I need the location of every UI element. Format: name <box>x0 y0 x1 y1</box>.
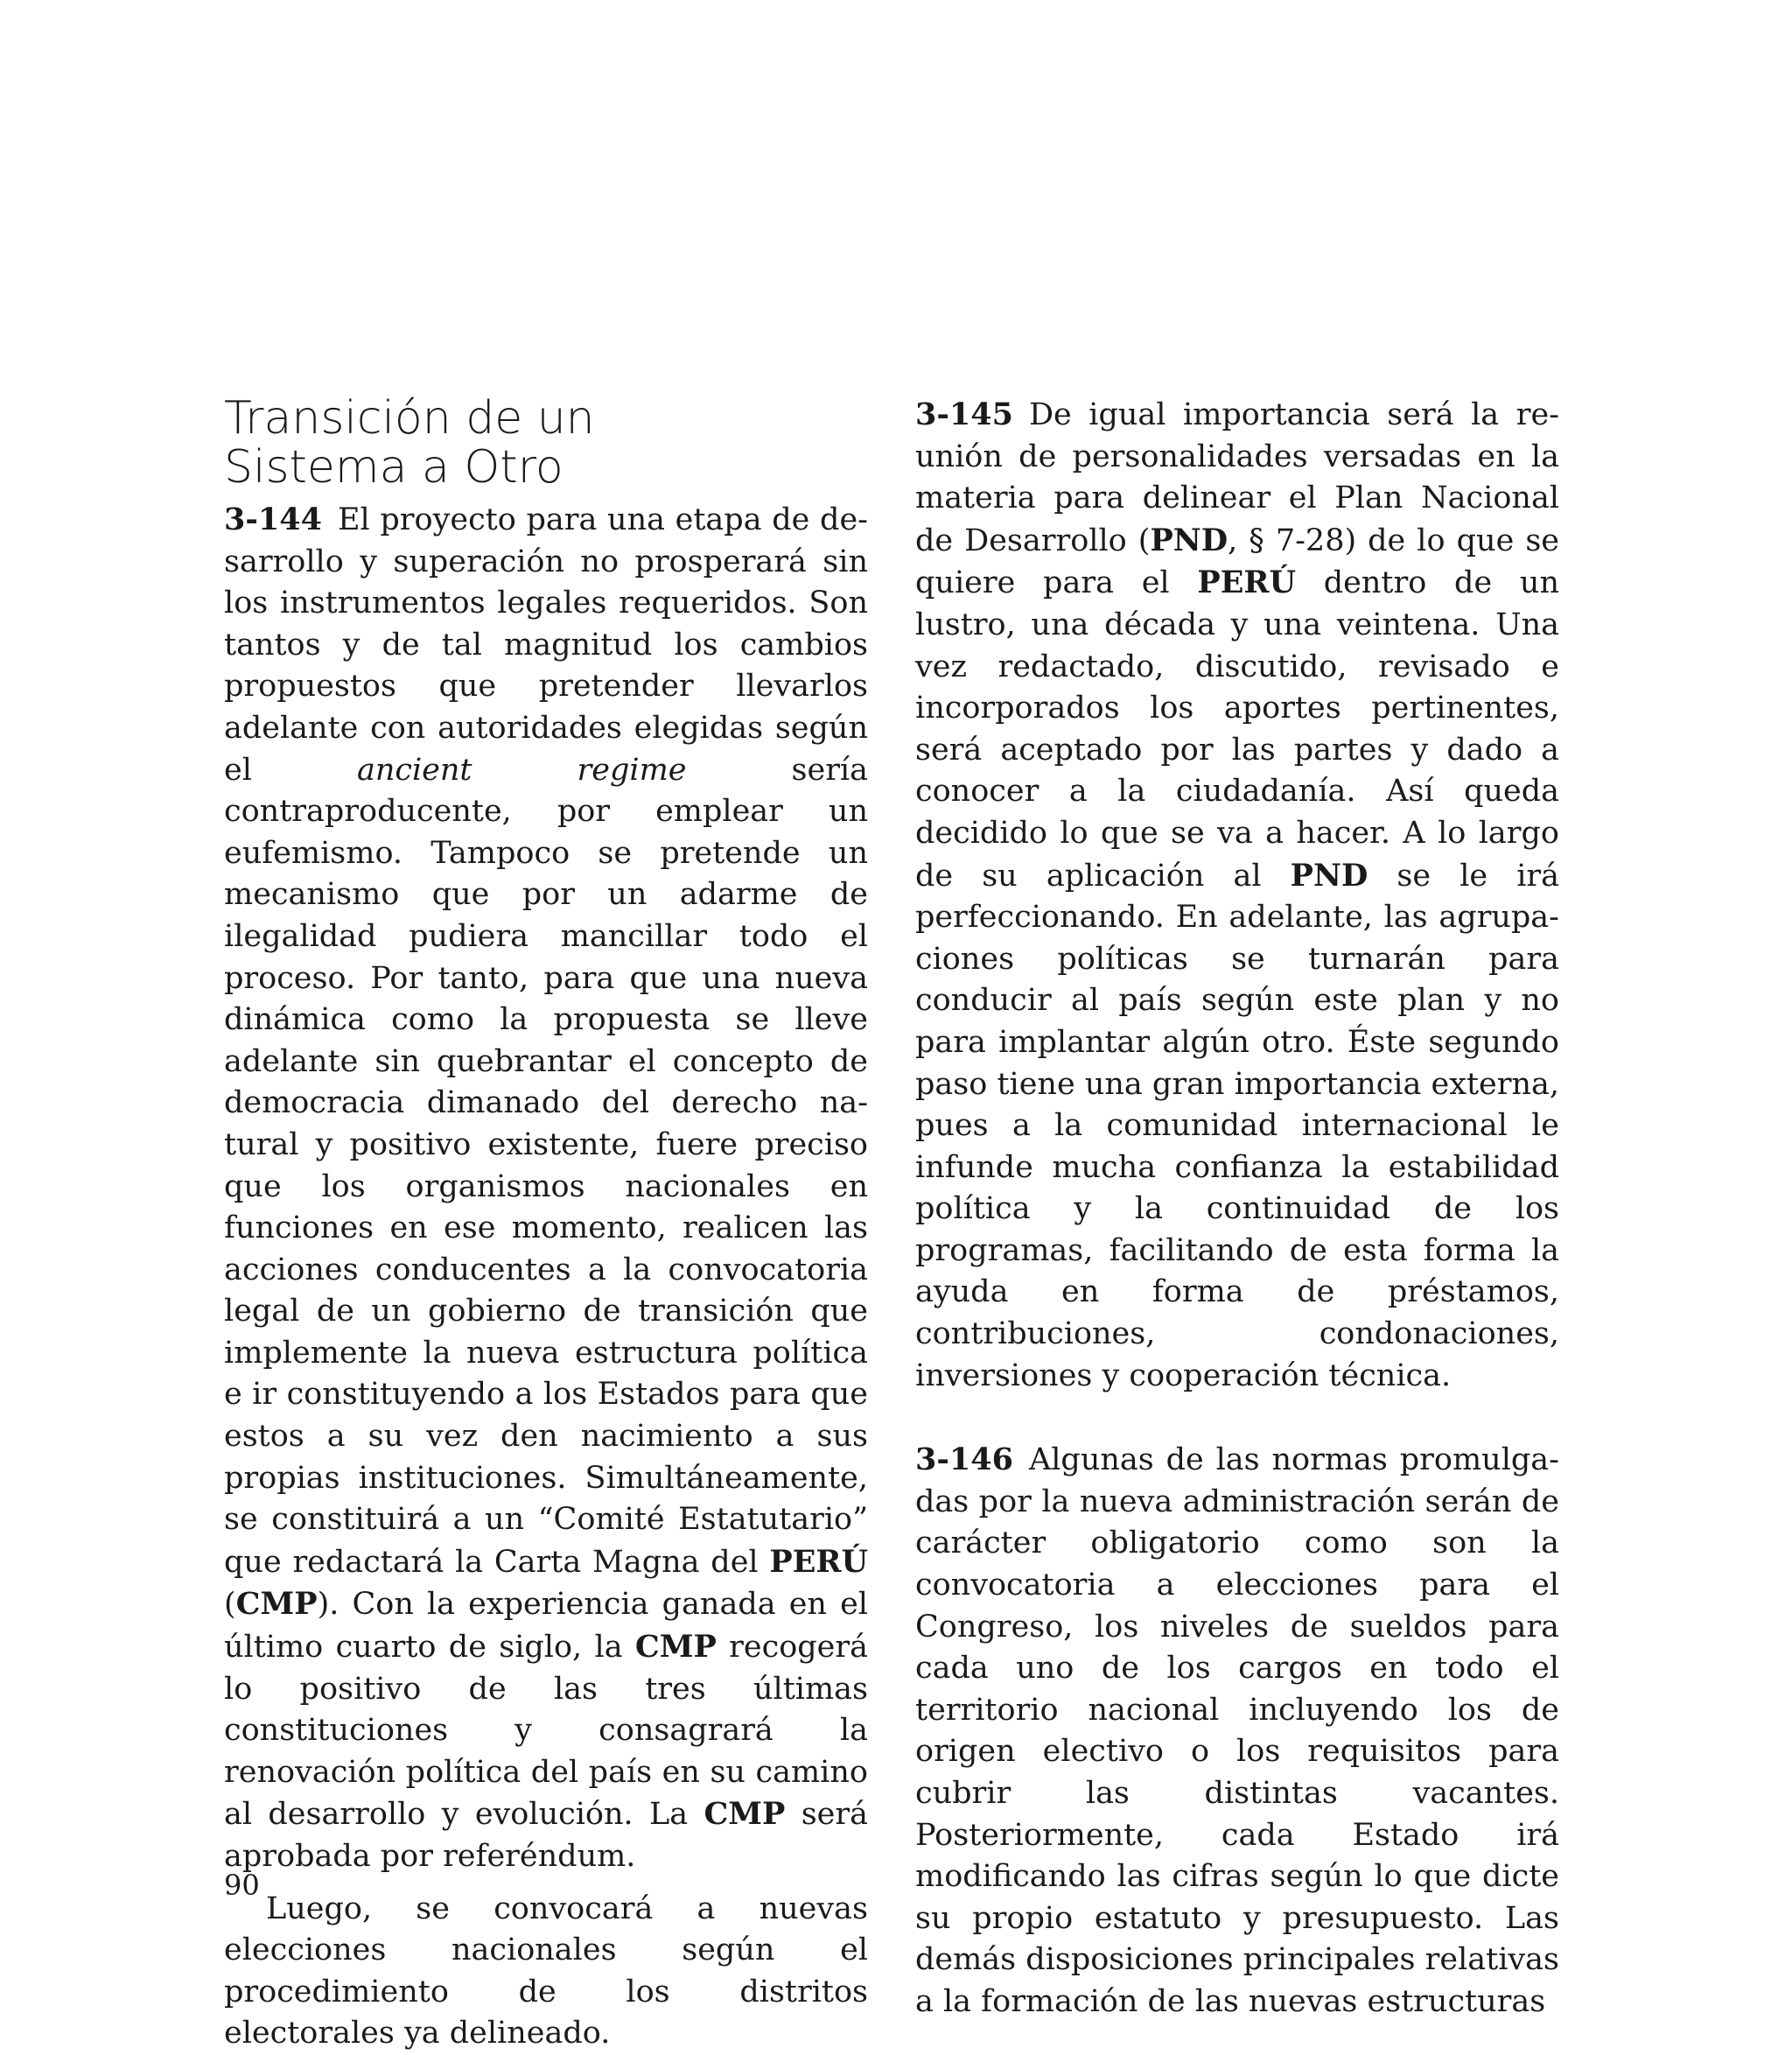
paragraph-3-144-continued: Luego, se convocará a nuevas elecciones nacionales según el procedimiento de los distritos electorales ya delineado. <box>224 1890 868 2051</box>
paragraph-text: dentro de un lustro, una década y una veintena. Una vez redactado, discutido, revisado e incorporados los aportes pertinentes, será aceptado por las partes y dado a conocer a la ciudadanía. Así queda decidido lo que se va a hacer. A lo largo de su aplicación al <box>915 565 1560 894</box>
section-title-line-2: Sistema a Otro <box>224 441 564 494</box>
emphasis-text: ancient regime <box>356 752 687 788</box>
paragraph-number: 3-145 <box>915 396 1013 432</box>
paragraph-text: sería contraproducente, por emplear un eufemismo. Tampoco se pretende un mecanismo que por un adarme de ilegalidad pudiera mancillar todo el proceso. Por tanto, para que una nueva dinámica como la propuesta se lleve adelante sin quebrantar el concepto de democracia dimanado del derecho natural y positivo existente, fuere preciso que los organismos nacionales en funciones en ese momento, realicen las acciones conducentes a la convocatoria legal de un gobierno de transición que implemente la nueva estructura política e ir constituyendo a los Estados para que estos a su vez den nacimiento a sus propias instituciones. Simultáneamente, se constituirá a un “Comité Estatutario” que redactará la Carta Magna del <box>224 752 868 1580</box>
bold-term: CMP <box>634 1629 717 1666</box>
bold-term: PND <box>1290 857 1368 894</box>
page-number: 90 <box>224 1869 260 1902</box>
bold-term: CMP <box>704 1796 786 1833</box>
paragraph-3-144 <box>224 499 868 1878</box>
paragraph-text: ( <box>224 1587 236 1623</box>
bold-term: PERÚ <box>769 1543 868 1580</box>
left-column <box>224 394 868 2055</box>
paragraph-number: 3-146 <box>915 1441 1013 1478</box>
paragraph-text: recogerá lo positivo de las tres últimas constituciones y consagrará la renovación política del país en su camino al desarrollo y evolución. La <box>224 1630 868 1833</box>
paragraph-text: será aprobada por referéndum. <box>224 1797 868 1874</box>
paragraph-text: De igual importancia será la reunión de personalidades versadas en la materia para delinear el Plan Nacional de Desarrollo ( <box>915 397 1559 558</box>
bold-term: CMP <box>235 1586 318 1623</box>
paragraph-number: 3-144 <box>224 501 322 537</box>
right-column <box>915 394 1559 2023</box>
paragraph-text: Algunas de las normas promulgadas por la nueva administración serán de carácter obligatorio como son la convocatoria a elecciones para el Congreso, los niveles de sueldos para cada uno de los cargos en todo el territorio nacional incluyendo los de origen electivo o los requisitos para cubrir las distintas vacantes. Posteriormente, cada Estado irá modificando las cifras según lo que dicte su propio estatuto y presupuesto. Las demás disposiciones principales relativas a la formación de las nuevas estructuras <box>915 1442 1559 2019</box>
bold-term: PND <box>1150 522 1228 558</box>
paragraph-3-146 <box>915 1439 1559 2023</box>
bold-term: PERÚ <box>1197 565 1296 601</box>
paragraph-text: se le irá perfeccionando. En adelante, las agrupaciones políticas se turnarán para conducir al país según este plan y no para implantar algún otro. Éste segundo paso tiene una gran importancia externa, pues a la comunidad internacional le infunde mucha confianza la estabilidad política y la continuidad de los programas, facilitando de esta forma la ayuda en forma de préstamos, contribuciones, condonaciones, inversiones y cooperación técnica. <box>915 858 1559 1393</box>
paragraph-text: ). Con la experiencia ganada en el último cuarto de siglo, la <box>224 1587 868 1666</box>
paragraph-text: , § 7-28) de lo que se quiere para el <box>915 523 1559 601</box>
paragraph-text: El proyecto para una etapa de desarrollo y superación no prosperará sin los instrumentos legales requeridos. Son tantos y de tal magnitud los cambios propuestos que pretender llevarlos adelante con autoridades elegidas según el <box>224 502 868 788</box>
section-title-line-1: Transición de un <box>224 392 595 445</box>
section-title <box>224 394 868 492</box>
paragraph-3-145 <box>915 394 1559 1397</box>
